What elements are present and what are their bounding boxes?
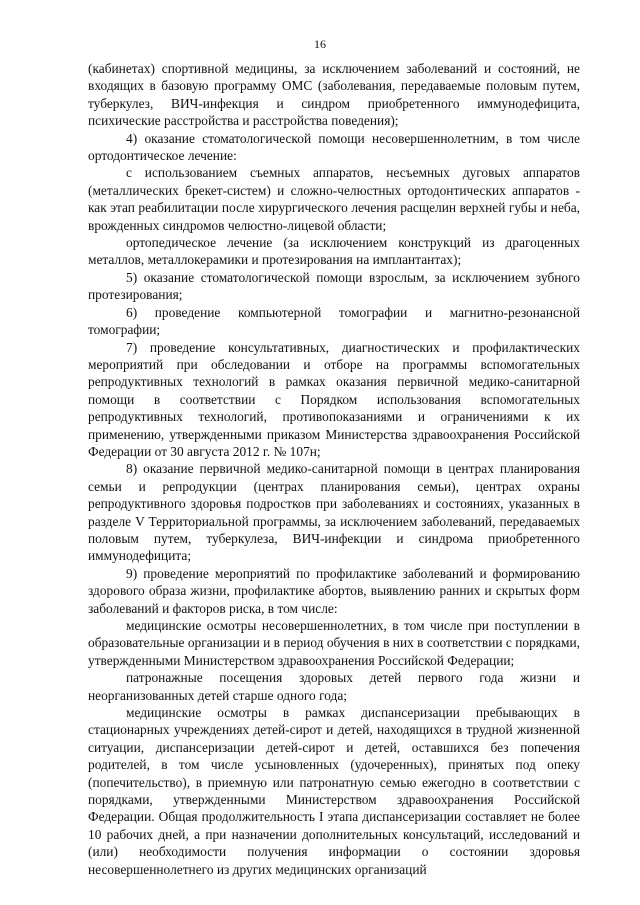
page-number: 16 [314, 37, 326, 51]
paragraph-item-4-dental-minors: 4) оказание стоматологической помощи несовершеннолетним, в том числе ортодонтическое лечение: [88, 130, 580, 164]
paragraph-item-7-reproductive-tech: 7) проведение консультативных, диагностических и профилактических мероприятий при обследовании и отборе на программы вспомогательных репродуктивных технологий в рамках оказания первичной медико-санитарной помощи в соответствии с Порядком использования вспомогательных репродуктивных технологий, противопоказаниями и ограничениями к их применению, утвержденными приказом Министерства здравоохранения Российской Федерации от 30 августа 2012 г. № 107н; [88, 339, 580, 459]
paragraph-item-8-family-planning: 8) оказание первичной медико-санитарной помощи в центрах планирования семьи и репродукции (центрах планирования семьи), центрах охраны репродуктивного здоровья подростков при заболеваниях и состояниях, указанных в разделе V Территориальной программы, за исключением заболеваний, передаваемых половым путем, туберкулеза, ВИЧ-инфекции и синдрома приобретенного иммунодефицита; [88, 461, 580, 564]
document-body [88, 60, 580, 878]
paragraph-item-6-tomography: 6) проведение компьютерной томографии и магнитно-резонансной томографии; [88, 304, 580, 338]
paragraph-sports-medicine: (кабинетах) спортивной медицины, за исключением заболеваний и состояний, не входящих в базовую программу ОМС (заболевания, передаваемые половым путем, туберкулез, ВИЧ-инфекция и синдром приобретенного иммунодефицита, психические расстройства и расстройства поведения); [88, 61, 580, 129]
paragraph-removable-appliances: с использованием съемных аппаратов, несъемных дуговых аппаратов (металлических брекет-систем) и сложно-челюстных ортодонтических аппаратов - как этап реабилитации после хирургического лечения расщелин верхней губы и неба, врожденных синдромов челюстно-лицевой области; [88, 165, 580, 233]
paragraph-item-9-prevention: 9) проведение мероприятий по профилактике заболеваний и формированию здорового образа жизни, профилактике абортов, выявлению ранних и скрытых форм заболеваний и факторов риска, в том числе: [88, 565, 580, 616]
paragraph-orthopedic-treatment: ортопедическое лечение (за исключением конструкций из драгоценных металлов, металлокерамики и протезирования на имплантантах); [88, 235, 580, 268]
paragraph-item-5-dental-adults: 5) оказание стоматологической помощи взрослым, за исключением зубного протезирования; [88, 269, 580, 303]
paragraph-minors-medical-exams: медицинские осмотры несовершеннолетних, в том числе при поступлении в образовательные организации и в период обучения в них в соответствии с порядками, утвержденными Министерством здравоохранения Российской Федерации; [88, 618, 580, 668]
paragraph-orphan-dispensarization: медицинские осмотры в рамках диспансеризации пребывающих в стационарных учреждениях детей-сирот и детей, находящихся в трудной жизненной ситуации, диспансеризации детей-сирот и детей, оставшихся без попечения родителей, в том числе усыновленных (удочеренных), принятых под опеку (попечительство), в приемную или патронатную семью ежегодно в соответствии с порядками, утвержденными Министерством здравоохранения Российской Федерации. Общая продолжительность I этапа диспансеризации составляет не более 10 рабочих дней, а при назначении дополнительных консультаций, исследований и (или) необходимости получения информации о состоянии здоровья несовершеннолетнего из других медицинских организаций [88, 705, 580, 877]
paragraph-patronage-visits: патронажные посещения здоровых детей первого года жизни и неорганизованных детей старше одного года; [88, 670, 580, 703]
